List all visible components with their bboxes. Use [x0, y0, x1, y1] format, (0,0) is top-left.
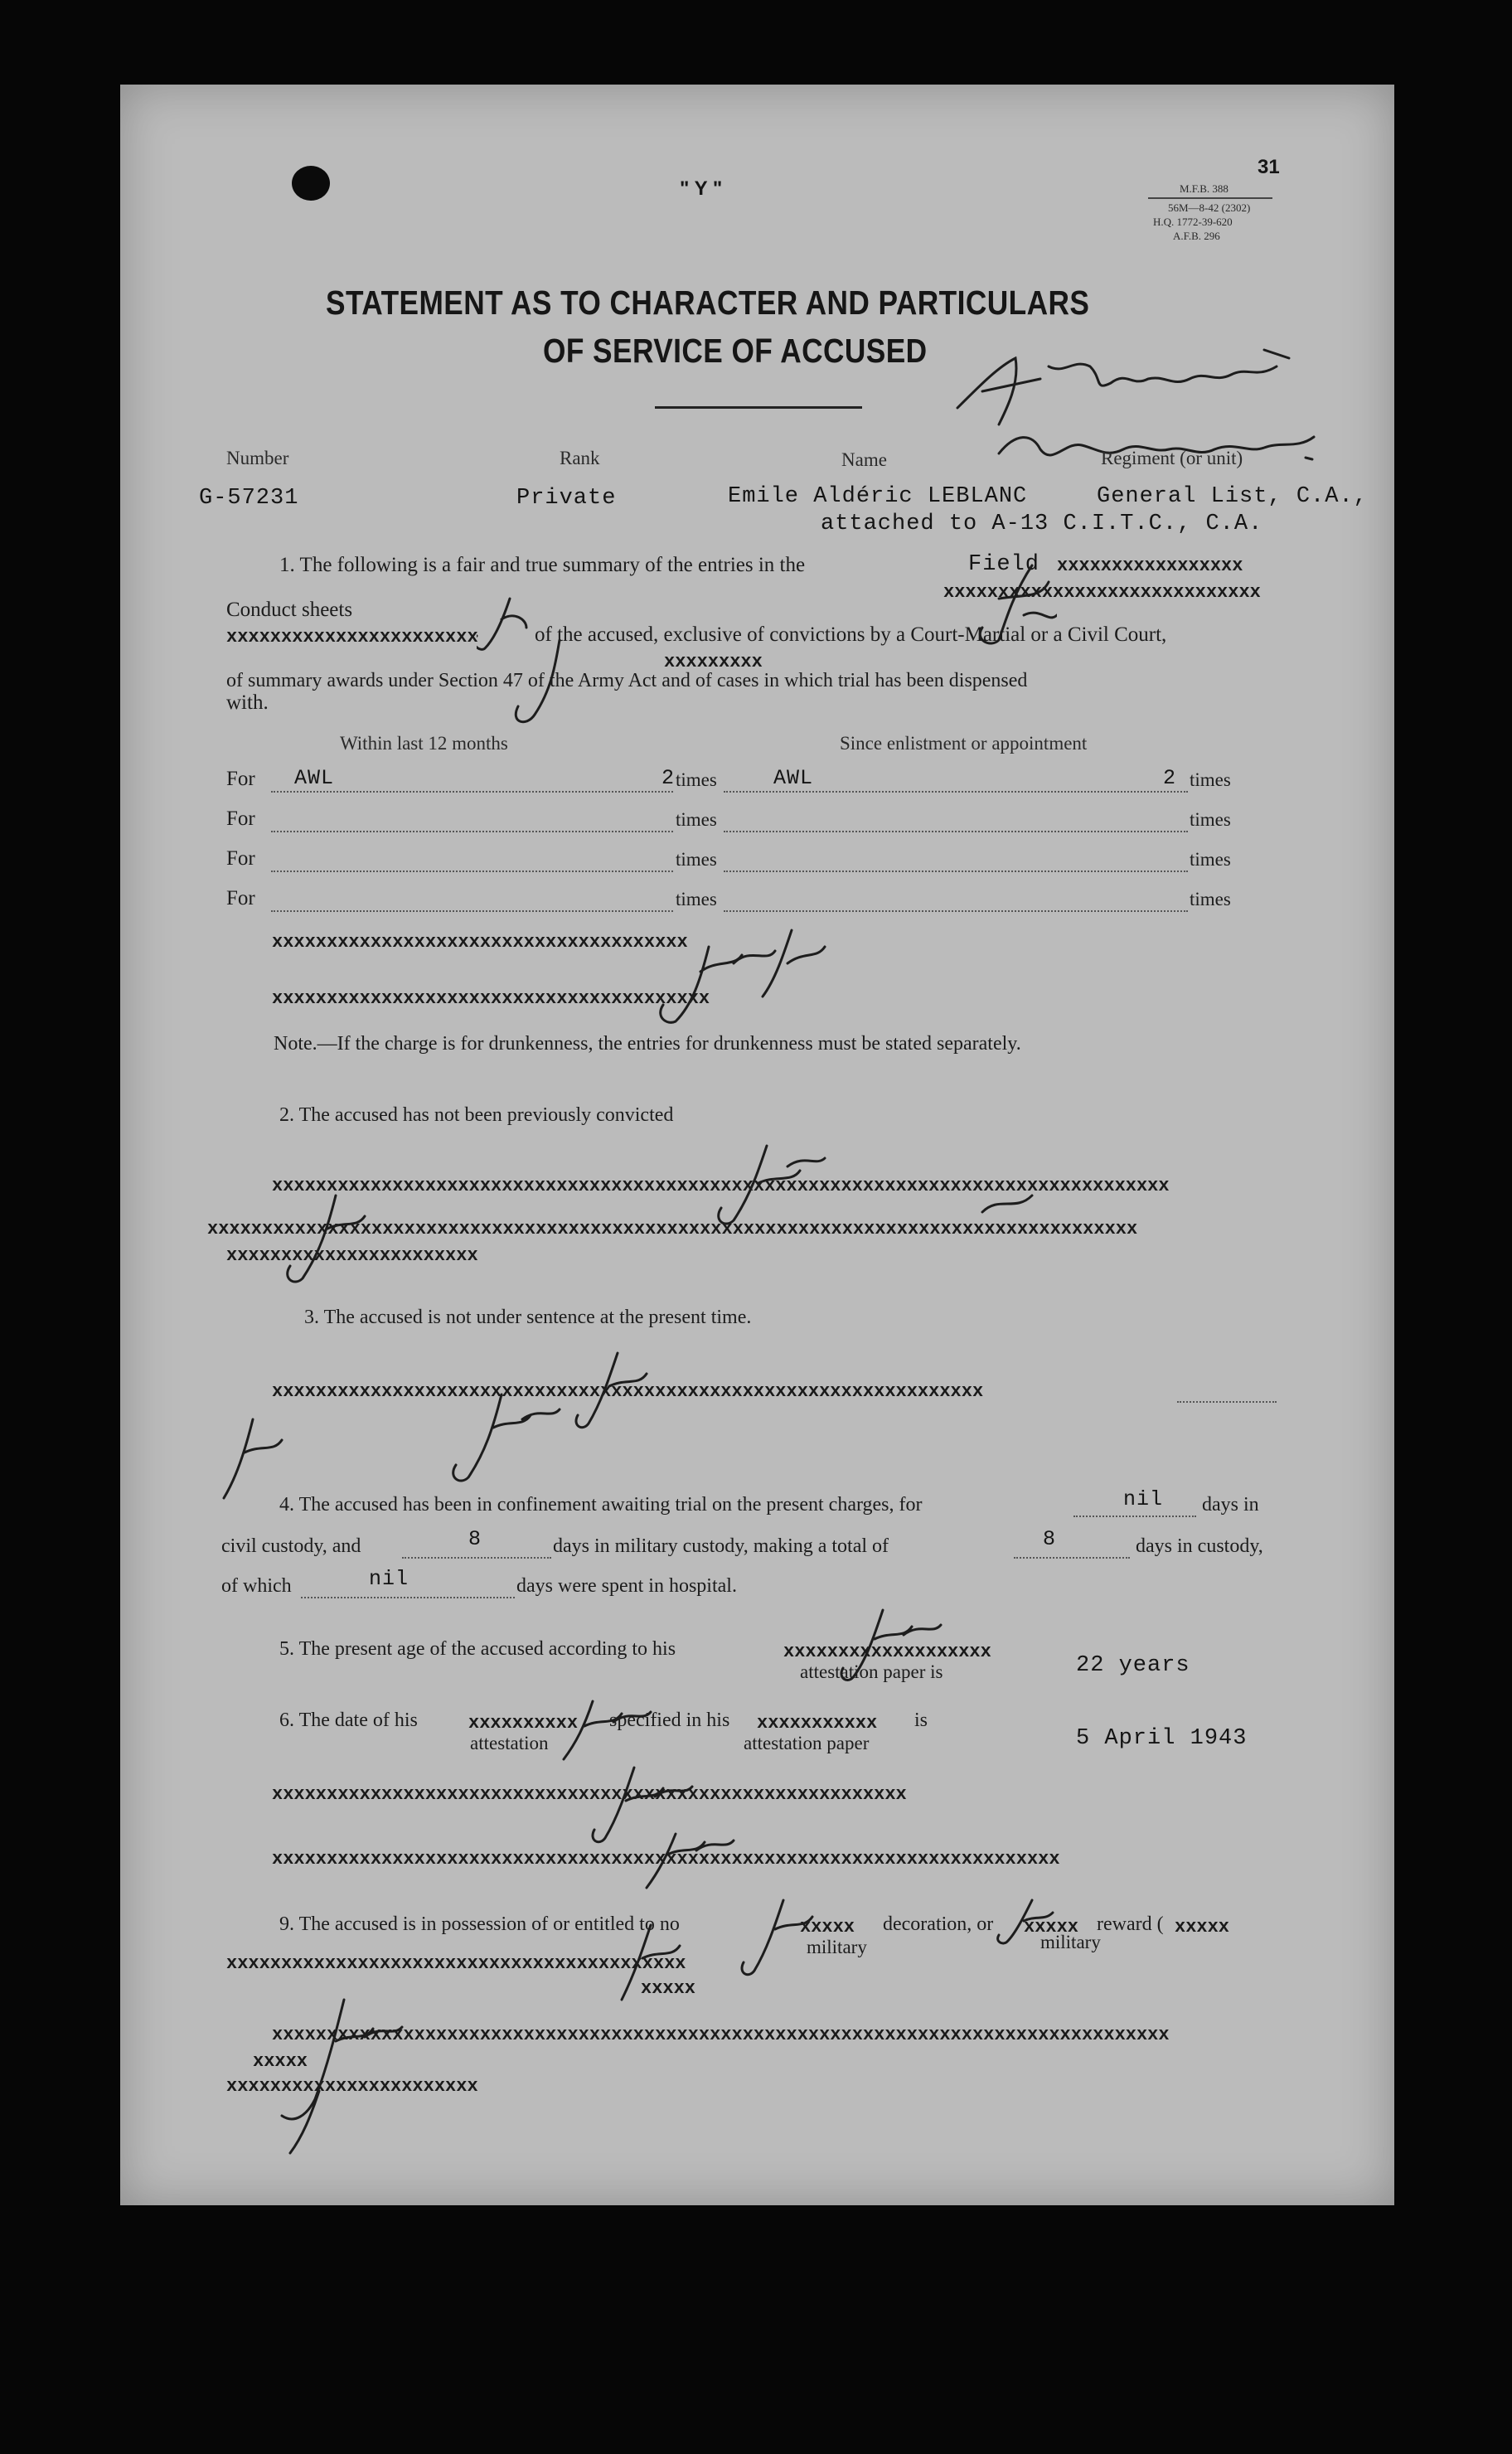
- section5-struck: xxxxxxxxxxxxxxxxxxx: [783, 1642, 991, 1662]
- section8-struck: xxxxxxxxxxxxxxxxxxxxxxxxxxxxxxxxxxxxxxxxxxxxxxxxxxxxxxxxxxxxxxxxxxxxxxxx: [272, 1849, 1060, 1870]
- section4-line2c: days in custody,: [1136, 1535, 1263, 1557]
- row2-times-2: times: [1190, 809, 1231, 830]
- section9-struck-2: xxxxxxxxxxxxxxxxxxxxxxxxxxxxxxxxxxxxxxxxxx: [226, 1953, 686, 1974]
- civil-custody-days: nil: [1123, 1487, 1164, 1511]
- section4-line1b: days in: [1202, 1494, 1259, 1516]
- row2-times: times: [676, 809, 717, 830]
- section3-text: 3. The accused is not under sentence at the present time.: [304, 1307, 752, 1328]
- header-mark: " Y ": [680, 177, 723, 200]
- section7-struck: xxxxxxxxxxxxxxxxxxxxxxxxxxxxxxxxxxxxxxxxxxxxxxxxxxxxxxxxxx: [272, 1784, 907, 1805]
- section6-text-a: 6. The date of his: [279, 1710, 418, 1731]
- section6-struck-a: xxxxxxxxxx: [468, 1713, 579, 1734]
- regiment-label: Regiment (or unit): [1101, 448, 1243, 468]
- accused-age: 22 years: [1076, 1653, 1190, 1678]
- title-line-1: STATEMENT AS TO CHARACTER AND PARTICULARS: [326, 284, 1090, 322]
- section9-struck-b: xxxxx: [1024, 1917, 1079, 1937]
- section2-struck-1: xxxxxxxxxxxxxxxxxxxxxxxxxxxxxxxxxxxxxxxxxxxxxxxxxxxxxxxxxxxxxxxxxxxxxxxxxxxxxxxxxx: [272, 1176, 1170, 1196]
- row3-for: For: [226, 847, 255, 870]
- regiment-value-2: attached to A-13 C.I.T.C., C.A.: [821, 512, 1263, 536]
- section1-line4: with.: [226, 691, 269, 714]
- initials-section1: [477, 549, 1057, 1046]
- initials-section10: [245, 1991, 410, 2157]
- military-custody-days: 8: [468, 1527, 482, 1551]
- form-code-rule: [1148, 197, 1272, 199]
- title-line-2: OF SERVICE OF ACCUSED: [543, 332, 928, 370]
- form-code-4: A.F.B. 296: [1173, 230, 1220, 242]
- section9-struck-3: xxxxx: [641, 1978, 696, 1999]
- section4-line3b: days were spent in hospital.: [516, 1575, 737, 1597]
- row1-count-since: 2: [1163, 766, 1177, 790]
- form-code-1: M.F.B. 388: [1180, 182, 1228, 195]
- section9-text-c: reward (: [1097, 1913, 1164, 1935]
- row1-for: For: [226, 768, 255, 790]
- section3-dots: [1177, 1401, 1277, 1403]
- within-12-months-label: Within last 12 months: [340, 733, 508, 754]
- section1-line2: of the accused, exclusive of convictions by a Court-Martial or a Civil Court,: [535, 623, 1167, 646]
- initials-section3: [220, 1345, 966, 1511]
- drunkenness-note: Note.—If the charge is for drunkenness, the entries for drunkenness must be stated separately.: [274, 1033, 1021, 1055]
- section4-line2b: days in military custody, making a total of: [553, 1535, 889, 1557]
- section6-sub-b: attestation paper: [744, 1733, 870, 1753]
- section4-dots-4: [301, 1597, 515, 1598]
- section2-text: 2. The accused has not been previously convicted: [279, 1104, 674, 1126]
- section10-struck-2: xxxxx: [253, 2051, 308, 2072]
- punch-hole: [292, 166, 330, 201]
- name-label: Name: [841, 449, 887, 470]
- page-number: 31: [1258, 156, 1280, 178]
- service-number: G-57231: [199, 486, 299, 511]
- hospital-days: nil: [369, 1567, 410, 1591]
- initials-section7-8: [584, 1759, 833, 1892]
- section1-struck-3: xxxxxxxxxxxxxxxxxxxxxxx: [226, 627, 478, 647]
- row2-for: For: [226, 807, 255, 830]
- section5-sub: attestation paper is: [800, 1661, 943, 1682]
- row4-times-2: times: [1190, 889, 1231, 909]
- section1-struck-1: xxxxxxxxxxxxxxxxx: [1057, 555, 1243, 576]
- section1-struck-5: xxxxxxxxxxxxxxxxxxxxxxxxxxxxxxxxxxxxxx: [272, 932, 688, 953]
- attestation-date: 5 April 1943: [1076, 1726, 1248, 1751]
- since-enlistment-label: Since enlistment or appointment: [840, 733, 1088, 754]
- section5-text: 5. The present age of the accused according to his: [279, 1638, 676, 1660]
- rank-value: Private: [516, 486, 617, 511]
- section1-struck-4: xxxxxxxxx: [664, 652, 763, 672]
- section4-dots-1: [1073, 1516, 1196, 1517]
- section2-struck-2: xxxxxxxxxxxxxxxxxxxxxxxxxxxxxxxxxxxxxxxxxxxxxxxxxxxxxxxxxxxxxxxxxxxxxxxxxxxxxxxxxxxxx: [207, 1219, 1138, 1239]
- row1-times: times: [676, 769, 717, 790]
- row1-count-within: 2: [662, 766, 676, 790]
- document-page: [120, 85, 1394, 2205]
- form-code-3: H.Q. 1772-39-620: [1153, 216, 1233, 228]
- initials-section2: [269, 1137, 1181, 1303]
- section10-struck-3: xxxxxxxxxxxxxxxxxxxxxxx: [226, 2076, 478, 2097]
- section10-struck-1: xxxxxxxxxxxxxxxxxxxxxxxxxxxxxxxxxxxxxxxxxxxxxxxxxxxxxxxxxxxxxxxxxxxxxxxxxxxxxxxxxx: [272, 2025, 1170, 2045]
- section9-struck-c: xxxxx: [1175, 1917, 1230, 1937]
- section4-line3a: of which: [221, 1575, 292, 1597]
- row3-times-2: times: [1190, 849, 1231, 870]
- section4-dots-3: [1014, 1557, 1130, 1559]
- section9-text-a: 9. The accused is in possession of or entitled to no: [279, 1913, 680, 1935]
- form-code-2: 56M—8-42 (2302): [1168, 201, 1251, 214]
- row1-offence-within: AWL: [294, 766, 335, 790]
- section1-struck-6: xxxxxxxxxxxxxxxxxxxxxxxxxxxxxxxxxxxxxxxx: [272, 988, 710, 1009]
- initials-section9: [618, 1892, 1115, 2008]
- section9-text-b: decoration, or: [883, 1913, 994, 1935]
- section6-sub-a: attestation: [470, 1733, 549, 1753]
- regiment-value-1: General List, C.A.,: [1097, 484, 1368, 509]
- row1-times-2: times: [1190, 769, 1231, 790]
- section3-struck-1: xxxxxxxxxxxxxxxxxxxxxxxxxxxxxxxxxxxxxxxxxxxxxxxxxxxxxxxxxxxxxxxxx: [272, 1381, 984, 1402]
- section1-line3: of summary awards under Section 47 of the Army Act and of cases in which trial has been dispensed: [226, 670, 1028, 691]
- section9-sub-a: military: [807, 1937, 867, 1957]
- section1-struck-2: xxxxxxxxxxxxxxxxxxxxxxxxxxxxx: [943, 582, 1261, 603]
- title-rule: [655, 406, 862, 409]
- row3-times: times: [676, 849, 717, 870]
- number-label: Number: [226, 448, 289, 468]
- section6-text-c: is: [914, 1710, 928, 1731]
- section1-line1: 1. The following is a fair and true summary of the entries in the: [279, 554, 806, 576]
- section9-sub-b: military: [1040, 1932, 1101, 1952]
- section6-struck-b: xxxxxxxxxxx: [757, 1713, 878, 1734]
- section4-line2a: civil custody, and: [221, 1535, 361, 1557]
- section6-text-b: specified in his: [609, 1710, 730, 1731]
- section4-dots-2: [402, 1557, 551, 1559]
- section1-field: Field: [968, 552, 1040, 577]
- conduct-sheets-label: Conduct sheets: [226, 599, 353, 621]
- section4-line1a: 4. The accused has been in confinement awaiting trial on the present charges, for: [279, 1494, 923, 1516]
- row1-offence-since: AWL: [773, 766, 814, 790]
- total-custody-days: 8: [1043, 1527, 1057, 1551]
- rank-label: Rank: [560, 448, 600, 468]
- row4-for: For: [226, 887, 255, 909]
- row4-times: times: [676, 889, 717, 909]
- name-value: Emile Aldéric LEBLANC: [728, 484, 1028, 509]
- section2-struck-3: xxxxxxxxxxxxxxxxxxxxxxx: [226, 1245, 478, 1266]
- initials-section5-6: [452, 1602, 949, 1768]
- section9-struck-a: xxxxx: [800, 1917, 855, 1937]
